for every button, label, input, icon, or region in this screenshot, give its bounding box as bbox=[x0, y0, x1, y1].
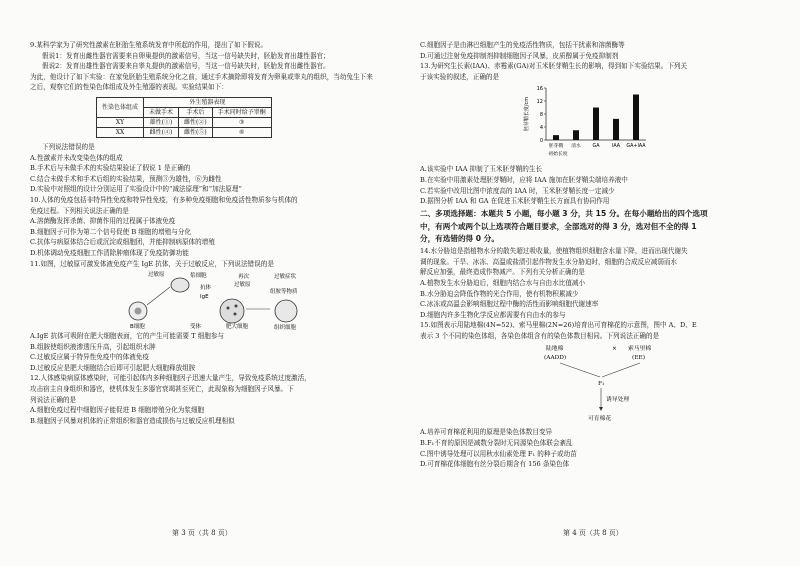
allergen-label: 过敏原 bbox=[148, 272, 165, 279]
q13-option-a: A.该实验中 IAA 抑制了玉米胚芽鞘的生长 bbox=[420, 165, 543, 174]
q9-description: 为此，他设计了如下实验：在家兔胚胎生殖系统分化之前，通过手术摘除即将发育为卵巢或睾丸的组织，当幼兔生下来之后，观察它们的性染色体组成及外生殖器的表现。实验结果如下： bbox=[30, 72, 373, 92]
q13-bar-chart bbox=[520, 84, 772, 162]
q13-stem-2: 于该实验的叙述，正确的是 bbox=[420, 72, 500, 81]
table-col-header: 手术同时给予睾酮 bbox=[212, 107, 271, 117]
x-tick-label: 胚芽鞘 bbox=[548, 144, 564, 150]
q9-result-table bbox=[96, 97, 272, 138]
b-cell-label: B细胞 bbox=[130, 324, 145, 331]
table-group-header: 外生殖器表现 bbox=[144, 97, 272, 107]
breeding-diagram-svg bbox=[420, 341, 772, 427]
again2-label: 过敏原 bbox=[234, 282, 251, 289]
y-tick-label: 12 bbox=[536, 99, 543, 106]
q9-option-d: D.实验中对照组的设计分别运用了实验设计中的“减法原理”和“加法原理” bbox=[30, 185, 242, 194]
receptor-label: 受体 bbox=[190, 324, 202, 331]
q15-option-c: C.图中诱导处理可以用秋水仙素处理 F₁ 的种子或幼苗 bbox=[420, 449, 577, 458]
plasma-label: 浆细胞 bbox=[190, 273, 207, 280]
q15-stem-2: 表示 3 个不同的染色体组，各染色体组含有的染色体数目相同。下列说法正确的是 bbox=[420, 331, 660, 340]
bar bbox=[593, 108, 599, 141]
antibody-label: 抗体 bbox=[200, 285, 212, 292]
q10-stem-2: 免疫过程。下列相关说法正确的是 bbox=[30, 206, 129, 215]
q15-stem-1: 15.如图表示用陆地棉(4N=52)、索马里棉(2N=26)培育出可育棉花的示意图，图中 A、D、E bbox=[420, 321, 697, 330]
q12-option-a: A.细胞免疫过程中细胞因子能促进 B 细胞增殖分化为浆细胞 bbox=[30, 406, 205, 415]
tissue-label: 组织细胞 bbox=[274, 325, 297, 332]
section2-heading-1: 二、多项选择题：本题共 5 小题，每小题 3 分，共 15 分。在每小题给出的四个选项 bbox=[420, 208, 708, 218]
breeding-diagram bbox=[420, 341, 772, 427]
q9-option-a: A.性激素并未改变染色体的组成 bbox=[30, 153, 123, 162]
q12-option-d: D.可通过注射免疫抑制剂抑制细胞因子风暴，皮质醇属于免疫抑制剂 bbox=[420, 51, 619, 60]
q14-stem-2: 调的现象。干旱、冰冻、高温或盐渍引起作物发生水分胁迫时，细胞的合成反应减弱而水 bbox=[420, 257, 678, 266]
y-tick-label: 0 bbox=[539, 138, 543, 145]
q13-stem-1: 13.为研究生长素(IAA)、赤霉素(GA)对玉米胚芽鞘生长的影响，得到如下实验结果。下列关 bbox=[420, 62, 688, 71]
bar-chart-svg bbox=[520, 84, 660, 162]
x-axis-label: 初始长度 bbox=[548, 152, 568, 158]
table-col-header: 未做手术 bbox=[144, 107, 179, 117]
bar bbox=[633, 95, 639, 141]
q14-stem-1: 14.水分胁迫是指植物水分的散失超过吸收量，使植物组织细胞含水量下降，进而出现代谢失 bbox=[420, 247, 688, 256]
q11-option-d: D.过敏反应是肥大细胞结合后即可引起肥大细胞释放组胺 bbox=[30, 363, 196, 372]
q9-stem: 9.某科学家为了研究性激素在胚胎生殖系统发育中所起的作用，提出了如下假说。 bbox=[30, 41, 268, 49]
q10-stem-1: 10.人体的免疫包括非特异性免疫和特异性免疫，有多种免疫细胞和免疫活性物质参与机体的 bbox=[30, 195, 298, 204]
q12-stem-1: 12.人体感染病原体感染时，可能引起体内多种细胞因子迅速大量产生，导致免疫系统过度激活， bbox=[30, 374, 311, 383]
q12-stem-3: 列说法正确的是 bbox=[30, 395, 77, 404]
table-row bbox=[97, 127, 272, 137]
parent2-label: 索马里棉 bbox=[628, 346, 652, 353]
q14-option-b: B.水分胁迫会降低作物的光合作用，使有机物积累减少 bbox=[420, 289, 579, 298]
bar bbox=[553, 136, 559, 141]
result-label: 可育棉花 bbox=[588, 416, 612, 423]
table-cell: 雌性(②) bbox=[179, 117, 213, 127]
q12-stem-2: 攻击宿主自身组织和器官，使机体发生多器官衰竭甚至死亡，此现象称为细胞因子风暴。下 bbox=[30, 385, 294, 394]
q12-option-b: B.细胞因子风暴对机体的正常组织和器官造成损伤与过敏反应机理相似 bbox=[30, 416, 235, 425]
table-cell: 雄性(①) bbox=[144, 117, 179, 127]
q9-option-c: C.结合未做手术和手术后组的实验结果，预测③为雄性，⑥为雌性 bbox=[30, 174, 222, 183]
table-corner: 性染色体组成 bbox=[97, 97, 144, 117]
q15-option-b: B.F₁不育的原因是减数分裂时无同源染色体联会紊乱 bbox=[420, 439, 573, 448]
q9-ask: 下列说法错误的是 bbox=[42, 142, 95, 151]
cross-sign: × bbox=[612, 346, 617, 353]
table-row bbox=[97, 117, 272, 127]
q9-hypothesis-1: 假说1：发育出雌性器官需要来自卵巢提供的激素信号，当这一信号缺失时，胚胎发育出雄性器官； bbox=[42, 51, 330, 60]
parent2-genome: (EE) bbox=[632, 355, 645, 362]
allergy-diagram bbox=[30, 269, 378, 331]
y-tick-label: 16 bbox=[536, 86, 543, 93]
q11-stem: 11.如图，过敏原可激发体液免疫产生 IgE 抗体，关于过敏反应，下列说法错误的是 bbox=[30, 259, 274, 268]
q10-option-a: A.溶菌酶发挥杀菌、抑菌作用的过程属于体液免疫 bbox=[30, 217, 176, 226]
mast-label: 肥大细胞 bbox=[226, 324, 249, 331]
table-col-header: 手术后 bbox=[179, 107, 213, 117]
q9-option-b: B.手术后与未做手术的实验结果验证了假说 1 是正确的 bbox=[30, 164, 191, 173]
again-label: 再次 bbox=[238, 274, 250, 281]
table-cell: XY bbox=[97, 117, 144, 127]
symptom-label: 过敏症状 bbox=[274, 274, 297, 281]
plasma-cell-shape bbox=[171, 278, 189, 292]
section2-heading-2: 中，有两个或两个以上选项符合题目要求，全部选对的得 3 分，选对但不全的得 1 bbox=[420, 221, 697, 231]
x-tick-label: GA+IAA bbox=[626, 144, 646, 150]
q10-option-c: C.抗体与病原体结合后或沉淀或细胞团，并能抑制病原体的增殖 bbox=[30, 238, 215, 247]
q11-option-b: B.组胺使组织液渗透压升高，引起组织水肿 bbox=[30, 342, 156, 351]
q9-hypothesis-2: 假说2：发育出雄性器官需要来自睾丸提供的激素信号，当这一信号缺失时，胚胎发育出雌性器官。 bbox=[42, 62, 330, 71]
mediator-label: 组胺等物质 bbox=[270, 289, 298, 296]
q13-option-b: B.在实验中用激素处理胚芽鞘时，应将 IAA 施加在胚芽鞘尖端培养液中 bbox=[420, 175, 628, 184]
parent1-label: 陆地棉 bbox=[546, 346, 564, 353]
q14-stem-3: 解反应加强，最终造成作物减产。下列有关分析正确的是 bbox=[420, 268, 585, 277]
table-cell: 雌性(④) bbox=[144, 127, 179, 137]
x-tick-label: 清水 bbox=[571, 144, 581, 150]
table-cell: XX bbox=[97, 127, 144, 137]
granule bbox=[234, 313, 237, 316]
q11-option-c: C.过敏反应属于特异性免疫中的体液免疫 bbox=[30, 353, 149, 362]
arrow-b-to-plasma bbox=[147, 287, 170, 305]
allergy-diagram-svg bbox=[30, 269, 378, 331]
arrow-head bbox=[599, 407, 603, 411]
bar bbox=[613, 119, 619, 140]
y-tick-label: 4 bbox=[539, 125, 543, 132]
right-column bbox=[420, 40, 772, 470]
treatment-label: 诱导处理 bbox=[606, 397, 630, 404]
page-number-left: 第 3 页（共 8 页） bbox=[172, 529, 232, 537]
q10-option-b: B.细胞因子可作为第二个信号促使 B 细胞的增殖与分化 bbox=[30, 227, 192, 236]
section2-heading-3: 分，有选错的得 0 分。 bbox=[420, 234, 499, 244]
tissue-cell-shape bbox=[275, 300, 297, 322]
page-number-right: 第 4 页（共 8 页） bbox=[563, 529, 623, 537]
mast-cell-shape bbox=[220, 299, 244, 323]
table-cell: 雌性(⑤) bbox=[179, 127, 213, 137]
f1-label: F₁ bbox=[598, 381, 605, 388]
q13-option-c: C.若实验中改用比图中浓度高的 IAA 时，玉米胚芽鞘长度一定减少 bbox=[420, 186, 615, 195]
x-tick-label: GA bbox=[592, 144, 600, 150]
x-tick-label: IAA bbox=[611, 144, 621, 150]
table-cell: ⑥ bbox=[212, 127, 271, 137]
q12-option-c: C.细胞因子是由淋巴细胞产生的免疫活性物质，包括干扰素和溶菌酶等 bbox=[420, 41, 625, 49]
bar bbox=[573, 131, 579, 141]
cross-line-right bbox=[602, 363, 640, 377]
q11-option-a: A.IgE 抗体可吸附在肥大细胞表面，它的产生可能需要 T 细胞参与 bbox=[30, 332, 225, 341]
granule bbox=[227, 307, 230, 310]
y-axis-label: 胚芽鞘长度/cm bbox=[524, 97, 530, 132]
cross-line-left bbox=[560, 363, 600, 377]
b-cell-nucleus bbox=[135, 308, 142, 315]
table-cell: ③ bbox=[212, 117, 271, 127]
parent1-genome: (AADD) bbox=[544, 355, 567, 362]
ige-label: IgE bbox=[200, 294, 209, 301]
q14-option-c: C.冰冻或高温会影响细胞过程中酶的活性而影响细胞代谢速率 bbox=[420, 300, 599, 309]
granule bbox=[235, 305, 238, 308]
q14-option-a: A.植物发生水分胁迫后，细胞内结合水与自由水比值减小 bbox=[420, 278, 586, 287]
q13-option-d: D.据图分析 IAA 和 GA 在促进玉米胚芽鞘生长方面具有协同作用 bbox=[420, 197, 610, 206]
q14-option-d: D.细胞内许多生物化学反应都需要有自由水的参与 bbox=[420, 310, 566, 319]
q10-option-d: D.机体调动免疫细胞工作清除肿瘤体现了免疫防御功能 bbox=[30, 248, 189, 257]
left-column bbox=[30, 40, 378, 426]
q15-option-a: A.培养可育棉花利用的原理是染色体数目变异 bbox=[420, 428, 553, 437]
y-tick-label: 8 bbox=[539, 112, 543, 119]
q15-option-d: D.可育棉花体细胞有丝分裂后期含有 156 条染色体 bbox=[420, 460, 570, 469]
